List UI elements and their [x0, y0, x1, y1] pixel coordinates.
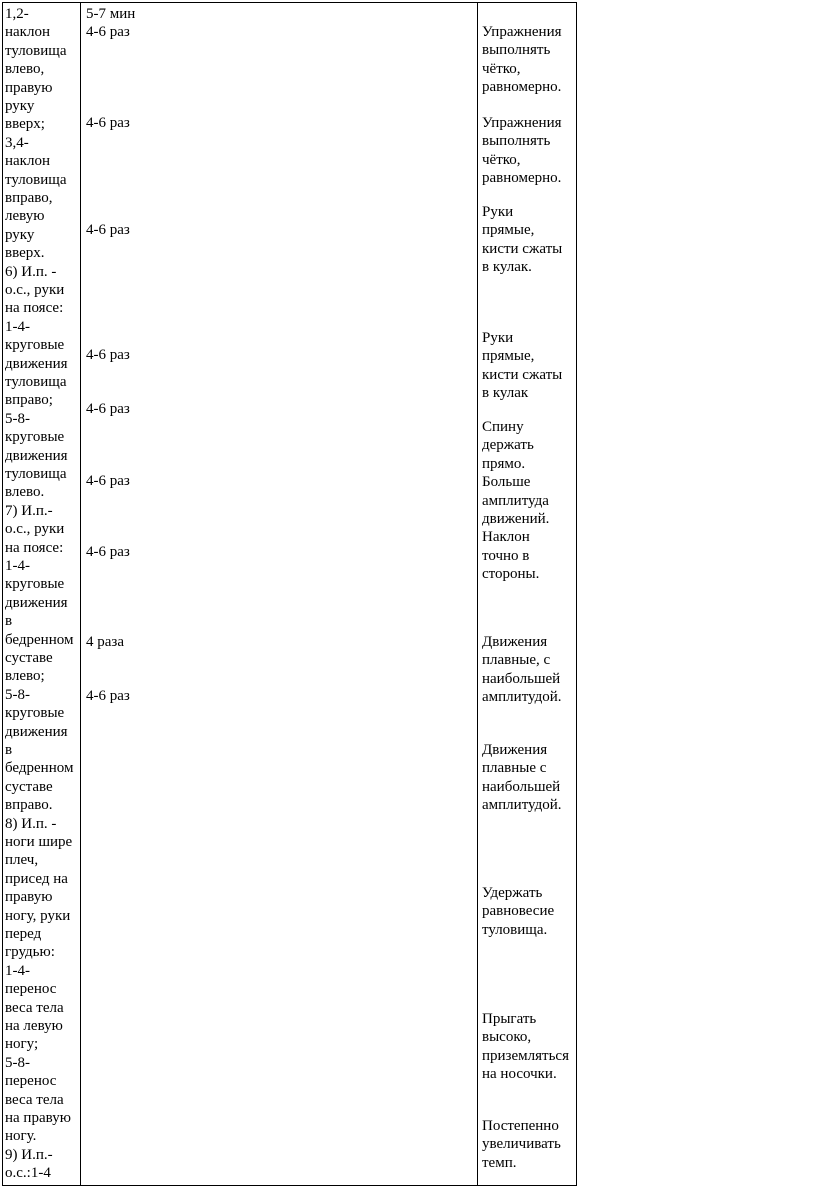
exercise-text-line: в: [5, 613, 13, 630]
note-text-line: темп.: [482, 1154, 517, 1171]
dosage-value: 4-6 раз: [86, 473, 130, 489]
exercise-text-line: ногу.: [5, 1128, 37, 1145]
exercise-text-line: круговые: [5, 429, 65, 446]
exercise-text-line: круговые: [5, 576, 65, 593]
exercise-text-line: 5-8-: [5, 686, 30, 703]
exercise-text-line: движения: [5, 447, 68, 464]
note-text-line: плавные, с: [482, 652, 551, 669]
note-text-line: Больше: [482, 474, 531, 491]
exercise-text-line: перенос: [5, 981, 57, 998]
exercise-text-line: ногу, руки: [5, 907, 71, 924]
exercise-text-line: вправо;: [5, 392, 53, 409]
exercise-text-line: влево,: [5, 61, 45, 78]
note-text-line: увеличивать: [482, 1136, 561, 1153]
exercise-text-line: правую: [5, 79, 53, 96]
exercise-text-line: 6) И.п. -: [5, 263, 57, 280]
note-text-line: Упражнения: [482, 115, 562, 131]
exercise-text-line: 1-4-: [5, 318, 30, 335]
note-text-line: стороны.: [482, 566, 540, 583]
exercise-text-line: 1-4-: [5, 962, 30, 979]
note-text-line: точно в: [482, 547, 530, 564]
exercise-text-line: веса тела: [5, 1091, 64, 1108]
exercise-text-line: 7) И.п.-: [5, 502, 53, 519]
exercise-text-line: движения: [5, 355, 68, 372]
exercise-text-line: бедренном: [5, 760, 74, 777]
exercise-text-line: перед: [5, 926, 42, 942]
note-text-line: чётко,: [482, 60, 521, 77]
exercise-text-line: правую: [5, 889, 53, 906]
note-block: [482, 741, 562, 815]
exercise-text-line: наклон: [5, 24, 50, 41]
note-text-line: равномерно.: [482, 79, 562, 96]
note-text-line: равновесие: [482, 903, 555, 920]
exercise-text-line: 1-4-: [5, 558, 30, 574]
exercise-text-line: бедренном: [5, 631, 74, 648]
note-text-line: Прыгать: [482, 1011, 537, 1027]
note-text-line: наибольшей: [482, 778, 561, 795]
exercise-text-line: туловища: [5, 42, 67, 59]
exercise-text-line: туловища: [5, 466, 67, 482]
note-text-line: кисти сжаты: [482, 366, 563, 383]
note-text-line: Движения: [482, 742, 548, 758]
exercise-text-line: круговые: [5, 337, 65, 354]
exercise-text-line: движения: [5, 594, 68, 611]
note-text-line: прямые,: [482, 222, 535, 239]
exercise-text-line: наклон: [5, 153, 50, 170]
exercise-text-line: на правую: [5, 1110, 71, 1126]
dosage-value: 4-6 раз: [86, 24, 130, 40]
note-text-line: амплитуда: [482, 492, 549, 509]
note-text-line: Постепенно: [482, 1118, 559, 1134]
exercise-text-line: суставе: [5, 778, 53, 795]
note-text-line: в кулак.: [482, 259, 532, 276]
dosage-value: 4 раза: [86, 634, 124, 650]
note-text-line: плавные с: [482, 760, 547, 777]
exercise-text-line: вправо.: [5, 797, 53, 814]
exercise-text-line: влево;: [5, 668, 45, 685]
exercise-text-line: круговые: [5, 705, 65, 722]
exercise-text-line: 5-8-: [5, 410, 30, 427]
note-text-line: амплитудой.: [482, 797, 562, 814]
exercise-text-line: присед на: [5, 870, 68, 887]
note-text-line: Руки: [482, 330, 514, 346]
note-text-line: выполнять: [482, 42, 551, 59]
exercise-text-line: левую: [5, 208, 45, 225]
exercise-text-line: 3,4-: [5, 134, 29, 151]
note-text-line: амплитудой.: [482, 689, 562, 706]
exercise-text-line: 8) И.п. -: [5, 815, 57, 832]
exercise-text-line: в: [5, 742, 13, 758]
note-text-line: кисти сжаты: [482, 240, 563, 257]
exercise-text-line: руку: [5, 226, 35, 243]
note-block: [482, 203, 562, 277]
column-divider: [477, 2, 478, 1186]
exercise-text-line: туловища: [5, 374, 67, 390]
exercise-text-line: о.с., руки: [5, 521, 65, 538]
exercise-text-line: вверх;: [5, 116, 45, 133]
exercise-text-line: грудью:: [5, 944, 55, 961]
note-text-line: Наклон: [482, 529, 530, 546]
note-text-line: выполнять: [482, 133, 551, 150]
exercise-text-line: 1,2-: [5, 6, 29, 22]
exercise-text-line: на левую: [5, 1018, 63, 1034]
exercise-text-line: перенос: [5, 1073, 57, 1090]
note-text-line: приземляться: [482, 1047, 569, 1064]
exercise-text-line: движения: [5, 723, 68, 740]
note-text-line: на носочки.: [482, 1066, 557, 1083]
dosage-value: 4-6 раз: [86, 688, 130, 704]
note-text-line: высоко,: [482, 1029, 532, 1046]
note-text-line: туловища.: [482, 921, 548, 938]
note-text-line: в кулак: [482, 385, 529, 402]
note-text-line: Упражнения: [482, 24, 562, 40]
note-text-line: Удержать: [482, 885, 543, 901]
note-block: [482, 884, 554, 939]
dosage-value: 5-7 мин: [86, 6, 136, 22]
note-text-line: Руки: [482, 204, 514, 220]
exercise-text-line: о.с.:1-4: [5, 1165, 51, 1182]
exercise-text-line: суставе: [5, 650, 53, 666]
note-block: [482, 329, 562, 403]
exercise-text-line: на поясе:: [5, 300, 64, 317]
dosage-value: 4-6 раз: [86, 222, 130, 238]
exercise-text-line: на поясе:: [5, 539, 64, 556]
note-block: [482, 1117, 561, 1172]
note-text-line: движений.: [482, 510, 550, 527]
column-divider: [80, 2, 81, 1186]
exercise-text-line: туловища: [5, 171, 67, 188]
note-block: [482, 633, 562, 707]
exercise-text-line: ноги шире: [5, 834, 73, 850]
exercise-text-line: плеч,: [5, 852, 39, 869]
exercise-text-line: руку: [5, 98, 35, 114]
exercise-text-line: вправо,: [5, 190, 53, 206]
note-text-line: равномерно.: [482, 170, 562, 187]
note-text-line: держать: [482, 437, 534, 454]
dosage-value: 4-6 раз: [86, 115, 130, 131]
note-text-line: прямо.: [482, 455, 526, 472]
note-block: [482, 23, 562, 97]
note-text-line: чётко,: [482, 151, 521, 168]
exercise-text-line: ногу;: [5, 1036, 39, 1053]
note-text-line: Спину: [482, 419, 524, 435]
note-text-line: наибольшей: [482, 670, 561, 687]
note-block: [482, 1010, 569, 1084]
exercise-text-line: 9) И.п.-: [5, 1146, 53, 1163]
note-block: [482, 418, 549, 584]
exercise-text-line: 5-8-: [5, 1054, 30, 1071]
note-text-line: прямые,: [482, 348, 535, 365]
exercise-text-line: о.с., руки: [5, 282, 65, 298]
dosage-value: 4-6 раз: [86, 347, 130, 363]
dosage-value: 4-6 раз: [86, 401, 130, 417]
note-block: [482, 114, 562, 188]
dosage-value: 4-6 раз: [86, 544, 130, 560]
note-text-line: Движения: [482, 634, 548, 650]
exercise-text-line: влево.: [5, 484, 45, 501]
exercise-text-line: вверх.: [5, 245, 45, 262]
exercise-text-line: веса тела: [5, 999, 64, 1016]
